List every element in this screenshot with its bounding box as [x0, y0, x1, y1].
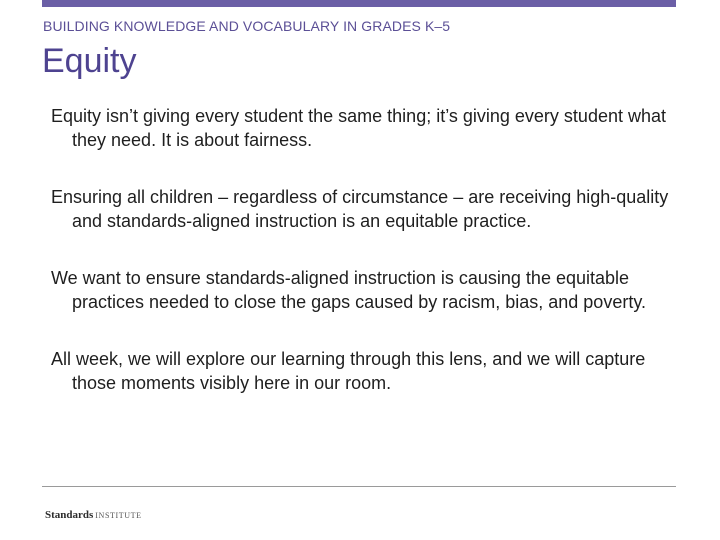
- slide-body: [51, 104, 681, 428]
- header-label: BUILDING KNOWLEDGE AND VOCABULARY IN GRADES K–5: [43, 18, 451, 34]
- body-paragraph-2: Ensuring all children – regardless of circumstance – are receiving high-quality and standards-aligned instruction is an equitable practice.: [51, 187, 669, 231]
- body-paragraph-3: We want to ensure standards-aligned instruction is causing the equitable practices needed to close the gaps caused by racism, bias, and poverty.: [51, 268, 646, 312]
- body-paragraph-1: Equity isn’t giving every student the same thing; it’s giving every student what they need. It is about fairness.: [51, 106, 666, 150]
- logo-main-text: Standards: [45, 509, 94, 521]
- slide-title: Equity: [42, 42, 137, 80]
- body-paragraph-4: All week, we will explore our learning through this lens, and we will capture those moments visibly here in our room.: [51, 349, 646, 393]
- top-accent-bar: [42, 0, 676, 7]
- standards-institute-logo: [45, 505, 142, 523]
- footer-divider: [42, 486, 676, 487]
- logo-sub-text: INSTITUTE: [95, 511, 142, 520]
